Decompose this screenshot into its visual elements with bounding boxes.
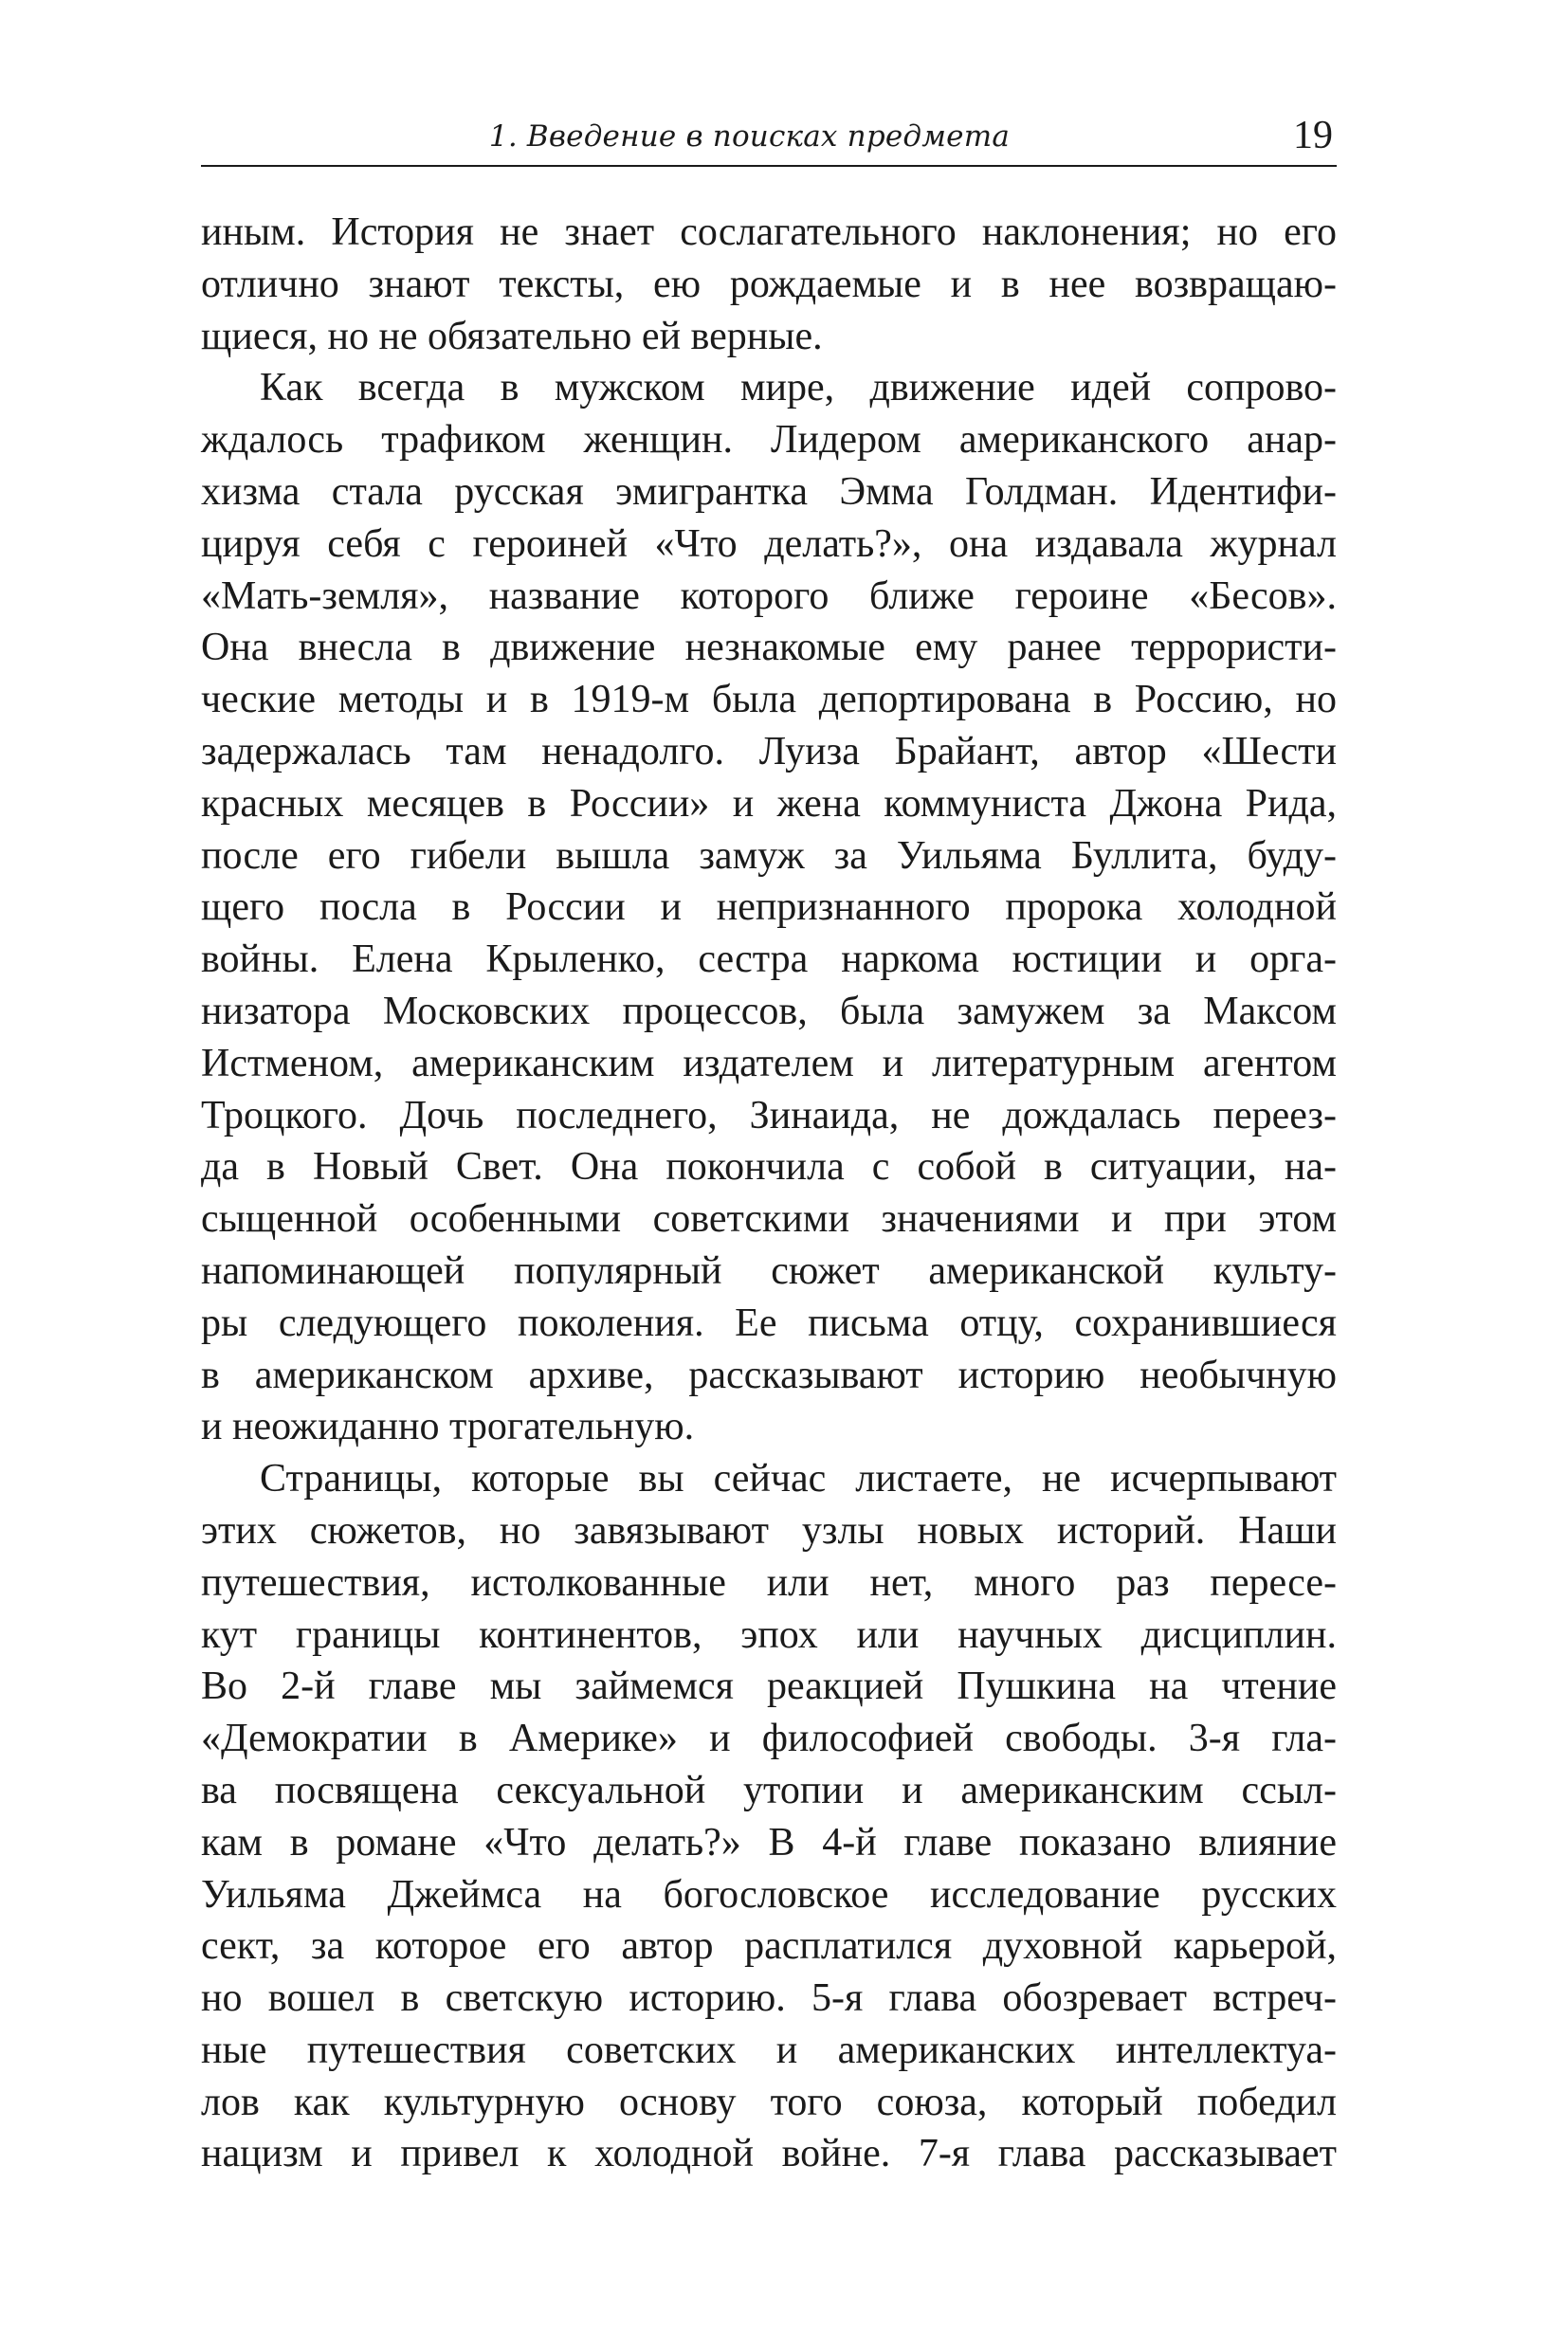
text-line: войны. Елена Крыленко, сестра наркома юстиции и орга- bbox=[201, 937, 1337, 982]
text-line: задержалась там ненадолго. Луиза Брайант, автор «Шести bbox=[201, 729, 1337, 773]
text-line: ческие методы и в 1919-м была депортирована в Россию, но bbox=[201, 678, 1337, 722]
text-line: напоминающей популярный сюжет американской культу- bbox=[201, 1248, 1337, 1293]
text-line: и неожиданно трогательную. bbox=[201, 1405, 695, 1449]
text-line: этих сюжетов, но завязывают узлы новых историй. Наши bbox=[201, 1508, 1337, 1553]
page-number: 19 bbox=[1293, 114, 1333, 157]
paragraph-first-line: Как всегда в мужском мире, движение идей сопрово- bbox=[260, 366, 1337, 410]
text-line: «Демократии в Америке» и философией свободы. 3-я гла- bbox=[201, 1717, 1337, 1761]
text-line: путешествия, истолкованные или нет, много раз пересе- bbox=[201, 1560, 1337, 1605]
text-line: ва посвящена сексуальной утопии и американским ссыл- bbox=[201, 1768, 1337, 1812]
text-line: ры следующего поколения. Ее письма отцу, сохранившиеся bbox=[201, 1301, 1337, 1345]
text-line: щего посла в России и непризнанного пророка холодной bbox=[201, 885, 1337, 930]
text-line: иным. История не знает сослагательного наклонения; но его bbox=[201, 210, 1337, 254]
text-line: после его гибели вышла замуж за Уильяма Буллита, буду- bbox=[201, 833, 1337, 878]
text-line: отлично знают тексты, ею рождаемые и в нее возвращаю- bbox=[201, 262, 1337, 306]
text-line: низатора Московских процессов, была замужем за Максом bbox=[201, 989, 1337, 1033]
text-line: ные путешествия советских и американских интеллектуа- bbox=[201, 2028, 1337, 2072]
text-line: цируя себя с героиней «Что делать?», она издавала журнал bbox=[201, 521, 1337, 566]
text-line: лов как культурную основу того союза, который победил bbox=[201, 2080, 1337, 2124]
running-header bbox=[201, 112, 1337, 167]
text-line: хизма стала русская эмигрантка Эмма Голдман. Идентифи- bbox=[201, 469, 1337, 514]
text-line: кам в романе «Что делать?» В 4-й главе показано влияние bbox=[201, 1820, 1337, 1865]
text-line: сект, за которое его автор расплатился духовной карьерой, bbox=[201, 1924, 1337, 1969]
text-line: Уильяма Джеймса на богословское исследование русских bbox=[201, 1872, 1337, 1917]
body-text bbox=[201, 207, 1337, 2180]
text-line: кут границы континентов, эпох или научных дисциплин. bbox=[201, 1612, 1337, 1657]
text-line: сыщенной особенными советскими значениями и при этом bbox=[201, 1197, 1337, 1242]
text-line: но вошел в светскую историю. 5-я глава обозревает встреч- bbox=[201, 1976, 1337, 2021]
text-line: красных месяцев в России» и жена коммуниста Джона Рида, bbox=[201, 781, 1337, 826]
text-line: Во 2-й главе мы займемся реакцией Пушкина на чтение bbox=[201, 1665, 1337, 1709]
text-line: в американском архиве, рассказывают историю необычную bbox=[201, 1353, 1337, 1397]
text-line: Троцкого. Дочь последнего, Зинаида, не дождалась переез- bbox=[201, 1093, 1337, 1137]
text-line: нацизм и привел к холодной войне. 7-я глава рассказывает bbox=[201, 2132, 1337, 2176]
text-line: да в Новый Свет. Она покончила с собой в ситуации, на- bbox=[201, 1145, 1337, 1190]
running-title: 1. Введение в поисках предмета bbox=[488, 119, 1010, 154]
text-line: Она внесла в движение незнакомые ему ранее террористи- bbox=[201, 626, 1337, 670]
text-line: Истменом, американским издателем и литературным агентом bbox=[201, 1041, 1337, 1085]
book-page bbox=[201, 0, 1337, 2329]
text-line: ждалось трафиком женщин. Лидером американского анар- bbox=[201, 418, 1337, 463]
text-line: «Мать-земля», название которого ближе героине «Бесов». bbox=[201, 573, 1337, 618]
text-line: щиеся, но не обязательно ей верные. bbox=[201, 314, 823, 358]
paragraph-first-line: Страницы, которые вы сейчас листаете, не исчерпывают bbox=[260, 1457, 1337, 1501]
